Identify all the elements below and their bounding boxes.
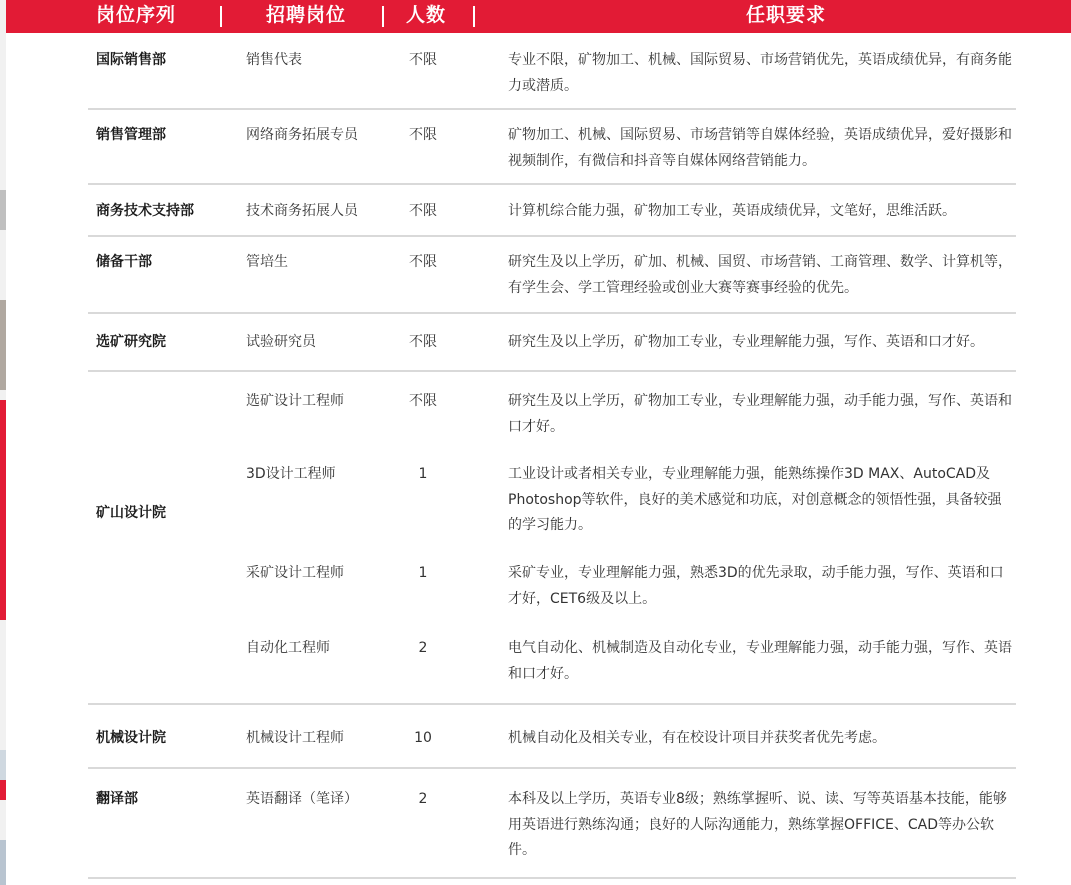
dept-name: 选矿研究院: [96, 334, 166, 350]
headcount: 2: [418, 640, 428, 656]
headcount: 1: [418, 466, 428, 482]
requirements: 采矿专业，专业理解能力强，熟悉3D的优先录取，动手能力强，写作、英语和口才好，CET6级及以上。: [508, 565, 1004, 607]
dept-name: 储备干部: [96, 254, 152, 270]
requirements: 矿物加工、机械、国际贸易、市场营销等自媒体经验，英语成绩优异，爱好摄影和视频制作，有微信和抖音等自媒体网络营销能力。: [508, 127, 1012, 169]
headcount: 10: [414, 730, 432, 746]
header-requirements: 任职要求: [745, 4, 826, 26]
dept-name: 矿山设计院: [96, 505, 166, 521]
requirements: 电气自动化、机械制造及自动化专业，专业理解能力强，动手能力强，写作、英语和口才好。: [508, 640, 1012, 682]
headcount: 不限: [409, 52, 437, 68]
requirements: 机械自动化及相关专业，有在校设计项目并获奖者优先考虑。: [508, 730, 886, 746]
headcount: 不限: [409, 393, 437, 409]
requirements: 本科及以上学历，英语专业8级；熟练掌握听、说、读、写等英语基本技能，能够用英语进行熟练沟通；良好的人际沟通能力，熟练掌握OFFICE、CAD等办公软件。: [508, 791, 1007, 858]
header-position: 招聘岗位: [265, 4, 346, 26]
position-name: 管培生: [246, 254, 288, 270]
headcount: 不限: [409, 127, 437, 143]
position-name: 英语翻译（笔译）: [246, 791, 358, 807]
requirements: 研究生及以上学历，矿物加工专业，专业理解能力强，动手能力强，写作、英语和口才好。: [508, 393, 1012, 435]
headcount: 2: [418, 791, 428, 807]
dept-name: 翻译部: [96, 791, 138, 807]
dept-name: 销售管理部: [96, 127, 166, 143]
table-row: [88, 185, 1016, 237]
position-name: 试验研究员: [246, 334, 316, 350]
table-row: [88, 237, 1016, 314]
dept-name: 国际销售部: [96, 52, 166, 68]
headcount: 不限: [409, 334, 437, 350]
dept-name: 机械设计院: [96, 730, 166, 746]
header-separator: [382, 6, 384, 27]
table-row: [88, 33, 1016, 110]
requirements: 工业设计或者相关专业，专业理解能力强，能熟练操作3D MAX、AutoCAD及Photoshop等软件，良好的美术感觉和功底，对创意概念的领悟性强，具备较强的学习能力。: [508, 466, 1002, 533]
header-count: 人数: [405, 4, 446, 26]
requirements: 研究生及以上学历，矿物加工专业，专业理解能力强，写作、英语和口才好。: [508, 334, 984, 350]
position-name: 采矿设计工程师: [246, 565, 344, 581]
requirements: 计算机综合能力强，矿物加工专业，英语成绩优异，文笔好，思维活跃。: [508, 203, 956, 219]
position-name: 选矿设计工程师: [246, 393, 344, 409]
position-name: 3D设计工程师: [246, 466, 336, 482]
left-edge-strip: [0, 0, 6, 885]
headcount: 不限: [409, 254, 437, 270]
table-row: [88, 372, 1016, 705]
headcount: 不限: [409, 203, 437, 219]
headcount: 1: [418, 565, 428, 581]
position-name: 技术商务拓展人员: [246, 203, 358, 219]
dept-name: 商务技术支持部: [96, 203, 194, 219]
table-row: [88, 705, 1016, 769]
header-separator: [473, 6, 475, 27]
header-dept: 岗位序列: [95, 4, 176, 26]
position-name: 机械设计工程师: [246, 730, 344, 746]
requirements: 研究生及以上学历，矿加、机械、国贸、市场营销、工商管理、数学、计算机等，有学生会、学工管理经验或创业大赛等赛事经验的优先。: [508, 254, 1012, 296]
requirements: 专业不限，矿物加工、机械、国际贸易、市场营销优先，英语成绩优异，有商务能力或潜质。: [508, 52, 1012, 94]
table-row: [88, 314, 1016, 372]
table-header: [6, 0, 1071, 33]
table-row: [88, 769, 1016, 879]
table-row: [88, 110, 1016, 185]
position-name: 销售代表: [246, 52, 302, 68]
position-name: 网络商务拓展专员: [246, 127, 358, 143]
position-name: 自动化工程师: [246, 640, 330, 656]
header-separator: [220, 6, 222, 27]
